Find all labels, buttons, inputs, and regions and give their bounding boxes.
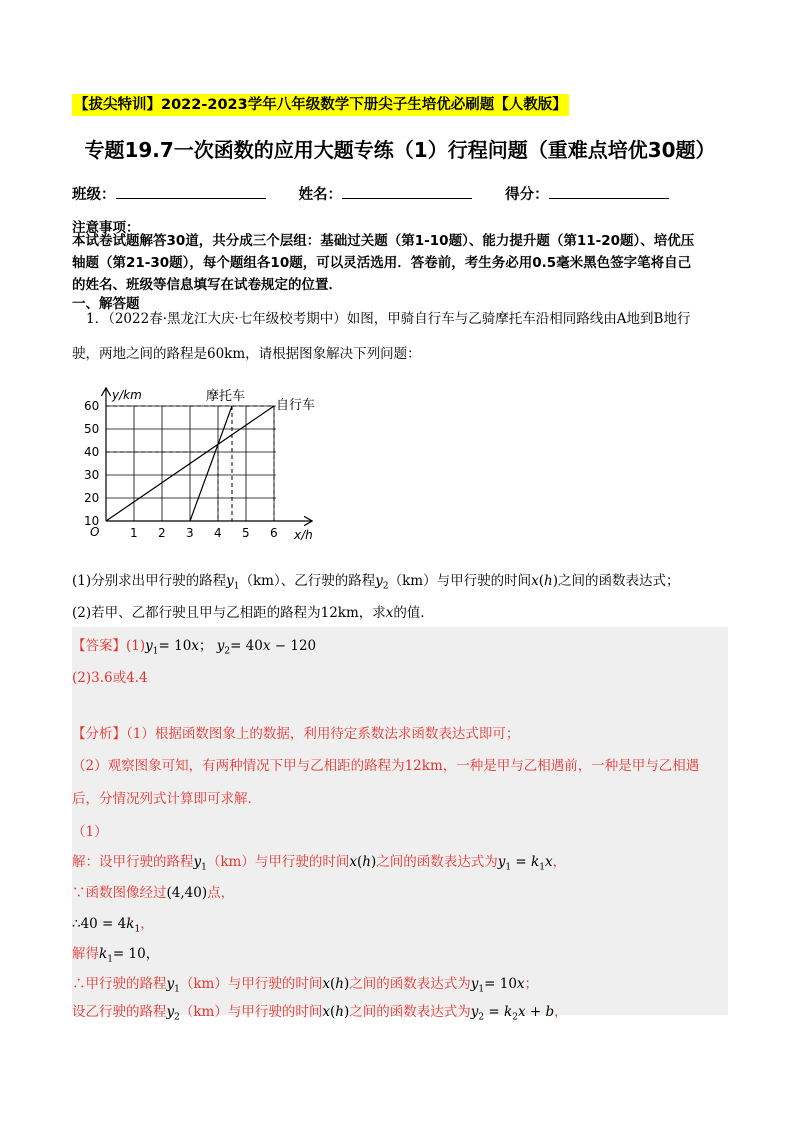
name-label: 姓名：: [298, 187, 343, 203]
notice-line: 的姓名、班级等信息填写在试卷规定的位置．: [72, 277, 342, 293]
solution-line-6: 设乙行驶的路程$y_2(km)$与甲行驶的时间x(h)之间的函数表达式为$y_2 = k_2x + b$，: [72, 1004, 568, 1023]
x-tick-label: 6: [270, 526, 278, 540]
sub-question-1: (1)分别求出甲行驶的路程$y_1(km)$、乙行驶的路程$y_2(km)$与甲行驶的时间x(h)之间的函数表达式；: [72, 573, 680, 592]
y-tick-label: 50: [84, 422, 100, 436]
notice-line: 本试卷试题解答30道，共分成三个层组：基础过关题（第1-10题）、能力提升题（第11-20题）、培优压: [72, 233, 695, 249]
origin-label: O: [90, 525, 100, 539]
class-blank[interactable]: [116, 184, 266, 199]
x-tick-label: 1: [130, 526, 138, 540]
analysis-line-4: （1）: [72, 824, 108, 840]
question-1-line-1: 1．（2022春·黑龙江大庆·七年级校考期中）如图，甲骑自行车与乙骑摩托车沿相同路线由A地到B地行: [86, 311, 691, 327]
y-axis-label: y/km: [112, 388, 142, 402]
solution-line-4: 解得$k_1= 10$，: [72, 946, 160, 965]
solution-line-1: 解：设甲行驶的路程$y_1(km)$与甲行驶的时间x(h)之间的函数表达式为$y_1 = k_1x$，: [72, 854, 567, 873]
notice-line: 轴题（第21-30题），每个题组各10题，可以灵活选用．答卷前，考生务必用0.5毫米黑色签字笔将自己: [72, 255, 692, 271]
x-tick-label: 2: [158, 526, 166, 540]
notice-title: 注意事项：: [72, 220, 140, 236]
y-tick-label: 20: [84, 491, 100, 505]
document-title: 专题19.7一次函数的应用大题专练（1）行程问题（重难点培优30题）: [84, 138, 716, 162]
motorcycle-line: [190, 406, 232, 521]
solution-line-2: ∵函数图像经过(4,40)点，: [72, 885, 235, 901]
x-axis-label: x/h: [294, 528, 313, 542]
class-label: 班级：: [72, 187, 116, 203]
motorcycle-label: 摩托车: [206, 389, 246, 404]
y-tick-label: 60: [84, 399, 100, 413]
y-tick-label: 30: [84, 468, 100, 482]
distance-time-graph: [76, 385, 336, 550]
analysis-line-2: （2）观察图象可知，有两种情况下甲与乙相距的路程为12km，一种是甲与乙相遇前，一种是甲与乙相遇: [72, 758, 700, 774]
student-info-fields: [72, 183, 669, 204]
score-label: 得分：: [505, 187, 549, 203]
answer-line-2: (2)3.6或4.4: [72, 670, 148, 686]
solution-line-3: ∴40 = $4k_1$，: [72, 916, 154, 935]
section-heading: 一、解答题: [72, 296, 140, 312]
answer-line-1: 【答案】$(1)y_1= 10x$； $y_2= 40x - 120$: [72, 638, 317, 657]
header-banner: 【拔尖特训】2022-2023学年八年级数学下册尖子生培优必刷题【人教版】: [72, 94, 569, 116]
name-blank[interactable]: [342, 184, 472, 199]
question-1-line-2: 驶，两地之间的路程是60km，请根据图象解决下列问题：: [72, 346, 421, 362]
solution-line-5: ∴甲行驶的路程$y_1(km)$与甲行驶的时间x(h)之间的函数表达式为$y_1= 10x$；: [72, 976, 539, 995]
x-tick-label: 3: [186, 526, 194, 540]
analysis-line-1: 【分析】（1）根据函数图象上的数据，利用待定系数法求函数表达式即可；: [72, 726, 520, 742]
x-tick-label: 5: [242, 526, 250, 540]
score-blank[interactable]: [549, 184, 669, 199]
answer-panel: [72, 627, 728, 1015]
y-tick-label: 10: [84, 514, 100, 528]
analysis-line-3: 后，分情况列式计算即可求解．: [72, 791, 261, 807]
notice-text: [72, 230, 732, 296]
analysis-tag: 【分析】: [72, 726, 126, 742]
bicycle-label: 自行车: [276, 398, 316, 413]
y-tick-label: 40: [84, 445, 100, 459]
answer-tag: 【答案】: [72, 638, 126, 654]
x-tick-label: 4: [214, 526, 222, 540]
sub-question-2: (2)若甲、乙都行驶且甲与乙相距的路程为12km，求x的值．: [72, 605, 434, 621]
